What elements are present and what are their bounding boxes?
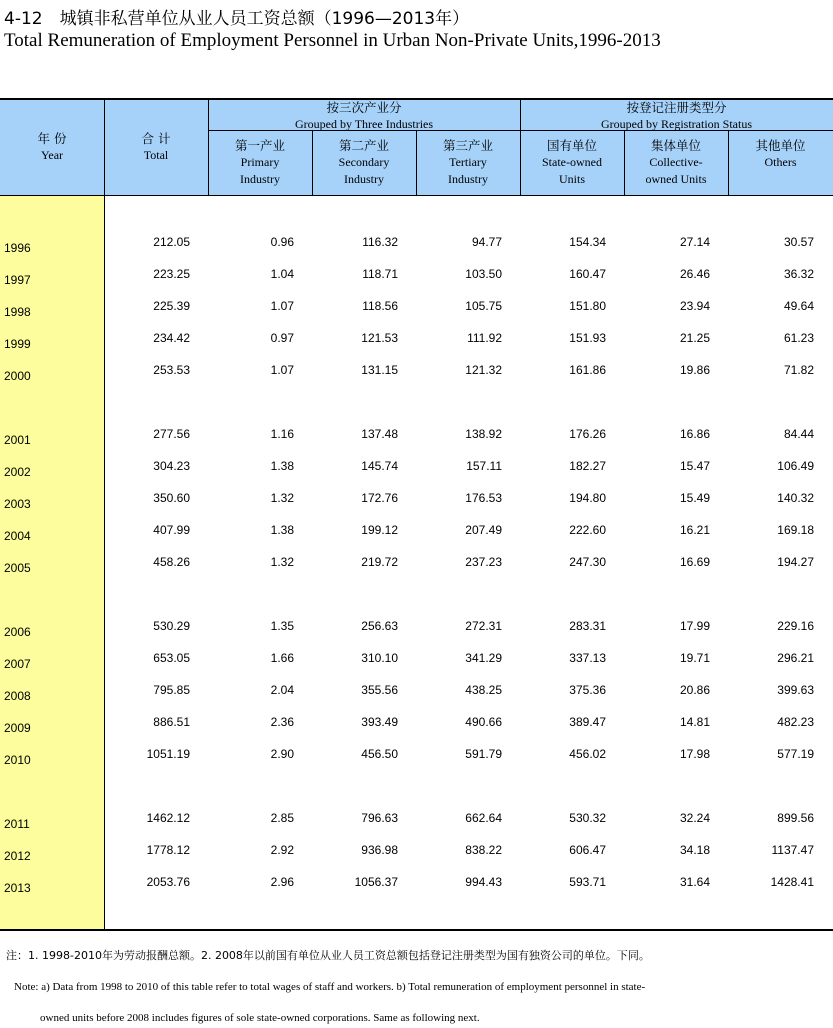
note-en-line1: Note: a) Data from 1998 to 2010 of this table refer to total wages of staff and workers. b) Total remuneration of employment personnel in state- bbox=[14, 981, 646, 993]
cell-primary: 2.85 bbox=[270, 811, 294, 825]
cell-total: 223.25 bbox=[153, 267, 190, 281]
cell-year: 2003 bbox=[4, 497, 31, 511]
cell-primary: 2.96 bbox=[270, 875, 294, 889]
header-secondary: 第二产业 Secondary Industry bbox=[338, 138, 390, 186]
table-row bbox=[0, 616, 833, 639]
cell-others: 49.64 bbox=[783, 299, 814, 313]
cell-year: 2005 bbox=[4, 561, 31, 575]
table-row bbox=[0, 456, 833, 479]
note-cn: 注：1. 1998-2010年为劳动报酬总额。2. 2008年以前国有单位从业人员工资总额包括登记注册类型为国有独资公司的单位。下同。 bbox=[6, 949, 650, 962]
cell-secondary: 118.56 bbox=[362, 299, 398, 313]
cell-total: 304.23 bbox=[153, 459, 190, 473]
cell-others: 36.32 bbox=[783, 267, 814, 281]
cell-collective: 27.14 bbox=[679, 235, 710, 249]
cell-tertiary: 490.66 bbox=[465, 715, 502, 729]
cell-state: 194.80 bbox=[569, 491, 606, 505]
cell-total: 1051.19 bbox=[146, 747, 190, 761]
cell-collective: 20.86 bbox=[679, 683, 710, 697]
table-row bbox=[0, 328, 833, 351]
cell-year: 2001 bbox=[4, 433, 31, 447]
cell-tertiary: 94.77 bbox=[471, 235, 502, 249]
cell-year: 2002 bbox=[4, 465, 31, 479]
cell-tertiary: 111.92 bbox=[467, 331, 502, 345]
cell-collective: 31.64 bbox=[679, 875, 710, 889]
cell-secondary: 355.56 bbox=[361, 683, 398, 697]
cell-collective: 14.81 bbox=[679, 715, 710, 729]
table-row bbox=[0, 712, 833, 735]
cell-collective: 17.99 bbox=[679, 619, 710, 633]
cell-others: 482.23 bbox=[777, 715, 814, 729]
cell-state: 151.80 bbox=[569, 299, 606, 313]
cell-state: 337.13 bbox=[569, 651, 606, 665]
cell-state: 176.26 bbox=[569, 427, 606, 441]
cell-others: 399.63 bbox=[777, 683, 814, 697]
cell-tertiary: 237.23 bbox=[465, 555, 502, 569]
cell-primary: 1.35 bbox=[270, 619, 294, 633]
cell-year: 2008 bbox=[4, 689, 31, 703]
cell-year: 2004 bbox=[4, 529, 31, 543]
cell-others: 61.23 bbox=[783, 331, 814, 345]
cell-primary: 2.92 bbox=[270, 843, 294, 857]
cell-secondary: 131.15 bbox=[361, 363, 398, 377]
header-bottom-rule bbox=[0, 195, 833, 196]
cell-state: 593.71 bbox=[569, 875, 606, 889]
table-bottom-rule bbox=[0, 929, 833, 931]
cell-secondary: 145.74 bbox=[361, 459, 398, 473]
cell-secondary: 121.53 bbox=[361, 331, 398, 345]
cell-tertiary: 591.79 bbox=[465, 747, 502, 761]
cell-tertiary: 121.32 bbox=[465, 363, 502, 377]
cell-secondary: 118.71 bbox=[362, 267, 398, 281]
cell-state: 456.02 bbox=[569, 747, 606, 761]
table-row bbox=[0, 296, 833, 319]
table-row bbox=[0, 264, 833, 287]
cell-secondary: 1056.37 bbox=[354, 875, 398, 889]
cell-total: 530.29 bbox=[153, 619, 190, 633]
cell-primary: 2.36 bbox=[270, 715, 294, 729]
cell-year: 2013 bbox=[4, 881, 31, 895]
cell-collective: 21.25 bbox=[679, 331, 710, 345]
cell-collective: 19.71 bbox=[679, 651, 710, 665]
cell-year: 2009 bbox=[4, 721, 31, 735]
table-row bbox=[0, 552, 833, 575]
cell-year: 2000 bbox=[4, 369, 31, 383]
cell-year: 2007 bbox=[4, 657, 31, 671]
cell-secondary: 796.63 bbox=[361, 811, 398, 825]
cell-others: 1428.41 bbox=[770, 875, 814, 889]
cell-total: 225.39 bbox=[153, 299, 190, 313]
cell-primary: 0.96 bbox=[270, 235, 294, 249]
table-row bbox=[0, 488, 833, 511]
cell-others: 30.57 bbox=[783, 235, 814, 249]
cell-tertiary: 838.22 bbox=[465, 843, 502, 857]
cell-total: 350.60 bbox=[153, 491, 190, 505]
note-en-line2: owned units before 2008 includes figures of sole state-owned corporations. Same as following next. bbox=[40, 1012, 480, 1024]
cell-primary: 1.66 bbox=[270, 651, 294, 665]
cell-tertiary: 207.49 bbox=[465, 523, 502, 537]
cell-state: 160.47 bbox=[569, 267, 606, 281]
cell-state: 375.36 bbox=[569, 683, 606, 697]
cell-total: 277.56 bbox=[153, 427, 190, 441]
cell-tertiary: 341.29 bbox=[465, 651, 502, 665]
cell-total: 253.53 bbox=[153, 363, 190, 377]
cell-tertiary: 272.31 bbox=[465, 619, 502, 633]
cell-state: 606.47 bbox=[569, 843, 606, 857]
header-group-registration: 按登记注册类型分 Grouped by Registration Status bbox=[601, 100, 752, 131]
cell-primary: 1.38 bbox=[270, 523, 294, 537]
cell-primary: 2.90 bbox=[270, 747, 294, 761]
cell-collective: 16.21 bbox=[679, 523, 710, 537]
table-row bbox=[0, 744, 833, 767]
header-total: 合 计 Total bbox=[141, 131, 171, 162]
cell-year: 2012 bbox=[4, 849, 31, 863]
cell-secondary: 137.48 bbox=[361, 427, 398, 441]
cell-others: 194.27 bbox=[777, 555, 814, 569]
cell-collective: 34.18 bbox=[679, 843, 710, 857]
cell-year: 1999 bbox=[4, 337, 31, 351]
header-tertiary: 第三产业 Tertiary Industry bbox=[442, 138, 493, 186]
cell-secondary: 172.76 bbox=[361, 491, 398, 505]
header-state-owned: 国有单位 State-owned Units bbox=[542, 138, 602, 186]
cell-primary: 1.07 bbox=[270, 363, 294, 377]
cell-primary: 1.32 bbox=[270, 491, 294, 505]
cell-secondary: 393.49 bbox=[361, 715, 398, 729]
cell-total: 795.85 bbox=[153, 683, 190, 697]
cell-total: 1778.12 bbox=[146, 843, 190, 857]
cell-primary: 1.32 bbox=[270, 555, 294, 569]
table-row bbox=[0, 424, 833, 447]
cell-others: 229.16 bbox=[777, 619, 814, 633]
cell-collective: 16.69 bbox=[679, 555, 710, 569]
cell-primary: 0.97 bbox=[270, 331, 294, 345]
cell-others: 169.18 bbox=[777, 523, 814, 537]
header-year: 年 份 Year bbox=[37, 131, 67, 162]
cell-state: 182.27 bbox=[569, 459, 606, 473]
header-others: 其他单位 Others bbox=[755, 138, 806, 169]
cell-others: 296.21 bbox=[777, 651, 814, 665]
cell-total: 653.05 bbox=[153, 651, 190, 665]
cell-secondary: 456.50 bbox=[361, 747, 398, 761]
cell-state: 247.30 bbox=[569, 555, 606, 569]
cell-state: 151.93 bbox=[569, 331, 606, 345]
cell-year: 1998 bbox=[4, 305, 31, 319]
table-row bbox=[0, 840, 833, 863]
cell-secondary: 116.32 bbox=[362, 235, 398, 249]
cell-others: 1137.47 bbox=[771, 843, 814, 857]
cell-collective: 26.46 bbox=[679, 267, 710, 281]
cell-year: 2010 bbox=[4, 753, 31, 767]
cell-collective: 17.98 bbox=[679, 747, 710, 761]
cell-others: 577.19 bbox=[777, 747, 814, 761]
header-collective: 集体单位 Collective- owned Units bbox=[645, 138, 707, 186]
cell-total: 886.51 bbox=[153, 715, 190, 729]
cell-collective: 15.47 bbox=[679, 459, 710, 473]
cell-tertiary: 138.92 bbox=[465, 427, 502, 441]
cell-tertiary: 438.25 bbox=[465, 683, 502, 697]
cell-year: 2006 bbox=[4, 625, 31, 639]
cell-state: 154.34 bbox=[569, 235, 606, 249]
table-title-en: Total Remuneration of Employment Personnel in Urban Non-Private Units,1996-2013 bbox=[4, 30, 661, 51]
cell-year: 1996 bbox=[4, 241, 31, 255]
table-row bbox=[0, 360, 833, 383]
cell-primary: 1.04 bbox=[270, 267, 294, 281]
cell-year: 2011 bbox=[4, 817, 30, 831]
cell-collective: 19.86 bbox=[679, 363, 710, 377]
cell-total: 234.42 bbox=[153, 331, 190, 345]
cell-collective: 32.24 bbox=[679, 811, 710, 825]
cell-secondary: 936.98 bbox=[361, 843, 398, 857]
table-row bbox=[0, 680, 833, 703]
cell-tertiary: 105.75 bbox=[465, 299, 502, 313]
cell-state: 283.31 bbox=[569, 619, 606, 633]
cell-primary: 2.04 bbox=[270, 683, 294, 697]
cell-total: 2053.76 bbox=[146, 875, 190, 889]
table-row bbox=[0, 872, 833, 895]
cell-total: 1462.12 bbox=[146, 811, 190, 825]
cell-collective: 15.49 bbox=[679, 491, 710, 505]
cell-year: 1997 bbox=[4, 273, 31, 287]
table-row bbox=[0, 520, 833, 543]
cell-state: 389.47 bbox=[569, 715, 606, 729]
cell-others: 140.32 bbox=[777, 491, 814, 505]
table-row bbox=[0, 808, 833, 831]
cell-tertiary: 103.50 bbox=[465, 267, 502, 281]
cell-total: 212.05 bbox=[153, 235, 190, 249]
table-row bbox=[0, 648, 833, 671]
cell-secondary: 310.10 bbox=[361, 651, 398, 665]
cell-secondary: 199.12 bbox=[361, 523, 398, 537]
cell-others: 899.56 bbox=[777, 811, 814, 825]
cell-secondary: 219.72 bbox=[361, 555, 398, 569]
cell-collective: 16.86 bbox=[679, 427, 710, 441]
cell-others: 84.44 bbox=[783, 427, 814, 441]
table-title-cn: 4-12 城镇非私营单位从业人员工资总额（1996—2013年） bbox=[4, 9, 470, 29]
cell-others: 71.82 bbox=[783, 363, 814, 377]
cell-tertiary: 176.53 bbox=[465, 491, 502, 505]
cell-primary: 1.07 bbox=[270, 299, 294, 313]
header-group-industries: 按三次产业分 Grouped by Three Industries bbox=[294, 100, 434, 131]
cell-tertiary: 157.11 bbox=[466, 459, 502, 473]
cell-tertiary: 994.43 bbox=[465, 875, 502, 889]
cell-total: 458.26 bbox=[153, 555, 190, 569]
cell-primary: 1.38 bbox=[270, 459, 294, 473]
table-row bbox=[0, 232, 833, 255]
cell-state: 161.86 bbox=[569, 363, 606, 377]
cell-state: 530.32 bbox=[569, 811, 606, 825]
cell-state: 222.60 bbox=[569, 523, 606, 537]
cell-secondary: 256.63 bbox=[361, 619, 398, 633]
cell-collective: 23.94 bbox=[679, 299, 710, 313]
cell-total: 407.99 bbox=[153, 523, 190, 537]
cell-primary: 1.16 bbox=[270, 427, 294, 441]
cell-tertiary: 662.64 bbox=[465, 811, 502, 825]
header-primary: 第一产业 Primary Industry bbox=[234, 138, 285, 186]
cell-others: 106.49 bbox=[777, 459, 814, 473]
